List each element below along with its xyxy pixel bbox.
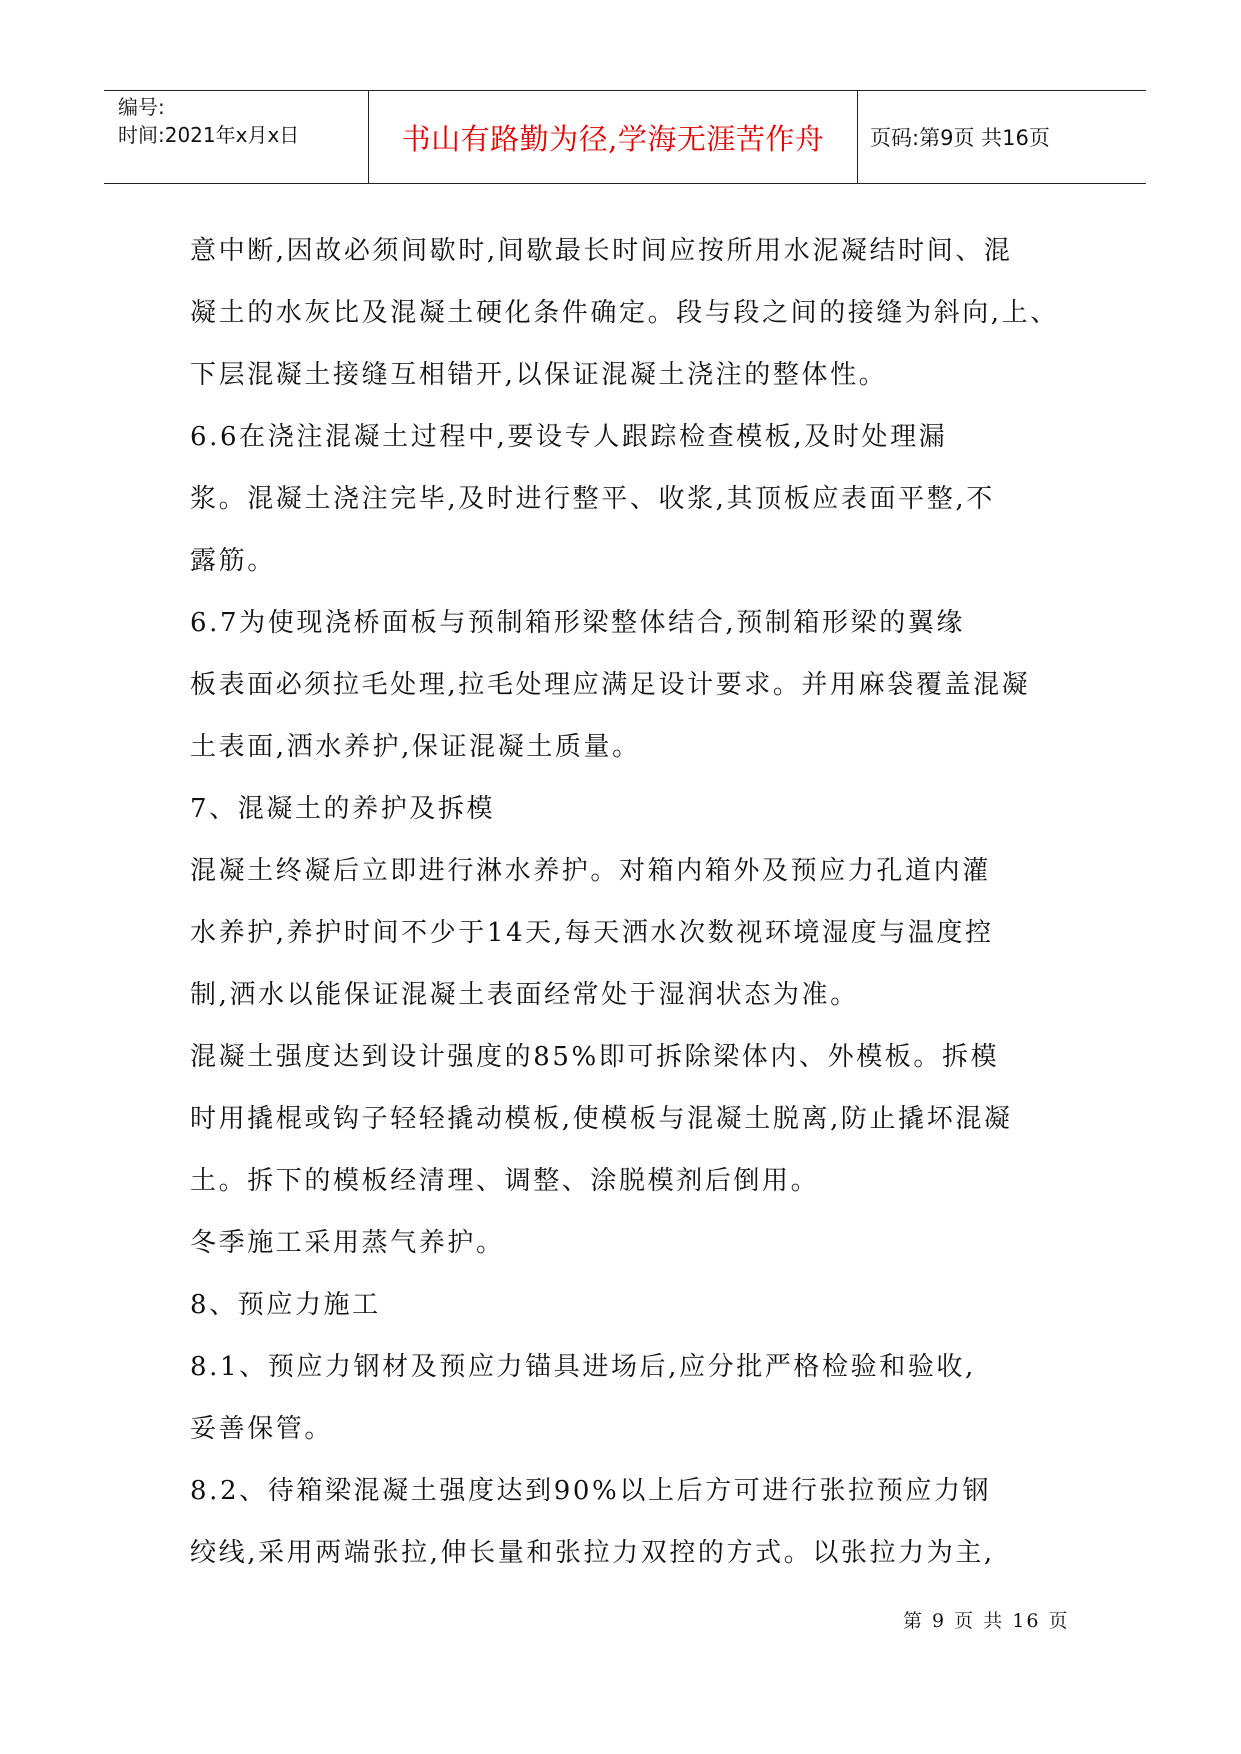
text-line: 混凝土终凝后立即进行淋水养护。对箱内箱外及预应力孔道内灌 (190, 856, 991, 886)
header-divider (857, 91, 858, 183)
text-line: 下层混凝土接缝互相错开,以保证混凝土浇注的整体性。 (190, 360, 888, 390)
text-line: 7、混凝土的养护及拆模 (190, 794, 496, 824)
document-body (190, 220, 1065, 1584)
document-time-label: 时间:2021年x月x日 (118, 123, 300, 147)
text-line: 8、预应力施工 (190, 1290, 381, 1320)
text-line: 板表面必须拉毛处理,拉毛处理应满足设计要求。并用麻袋覆盖混凝 (190, 670, 1031, 700)
text-line: 妥善保管。 (190, 1414, 334, 1444)
text-line: 水养护,养护时间不少于14天,每天洒水次数视环境湿度与温度控 (190, 918, 994, 948)
document-number-label: 编号: (118, 95, 165, 119)
text-line: 冬季施工采用蒸气养护。 (190, 1228, 505, 1258)
text-line: 8.2、待箱梁混凝土强度达到90%以上后方可进行张拉预应力钢 (190, 1476, 992, 1506)
header-divider (368, 91, 369, 183)
text-line: 凝土的水灰比及混凝土硬化条件确定。段与段之间的接缝为斜向,上、 (190, 298, 1059, 328)
text-line: 意中断,因故必须间歇时,间歇最长时间应按所用水泥凝结时间、混 (190, 236, 1013, 266)
text-line: 8.1、预应力钢材及预应力锚具进场后,应分批严格检验和验收, (190, 1352, 976, 1382)
text-line: 露筋。 (190, 546, 276, 576)
text-line: 绞线,采用两端张拉,伸长量和张拉力双控的方式。以张拉力为主, (190, 1538, 995, 1568)
text-line: 时用撬棍或钩子轻轻撬动模板,使模板与混凝土脱离,防止撬坏混凝 (190, 1104, 1013, 1134)
text-line: 6.7为使现浇桥面板与预制箱形梁整体结合,预制箱形梁的翼缘 (190, 608, 966, 638)
text-line: 混凝土强度达到设计强度的85%即可拆除梁体内、外模板。拆模 (190, 1042, 1000, 1072)
header-page-info: 页码:第9页 共16页 (870, 126, 1050, 150)
text-line: 制,洒水以能保证混凝土表面经常处于湿润状态为准。 (190, 980, 859, 1010)
text-line: 6.6在浇注混凝土过程中,要设专人跟踪检查模板,及时处理漏 (190, 422, 948, 452)
text-line: 土表面,洒水养护,保证混凝土质量。 (190, 732, 641, 762)
header-motto: 书山有路勤为径,学海无涯苦作舟 (401, 121, 825, 156)
text-line: 土。拆下的模板经清理、调整、涂脱模剂后倒用。 (190, 1166, 820, 1196)
text-line: 浆。混凝土浇注完毕,及时进行整平、收浆,其顶板应表面平整,不 (190, 484, 995, 514)
page-header (104, 90, 1146, 184)
page-footer: 第 9 页 共 16 页 (903, 1610, 1070, 1632)
